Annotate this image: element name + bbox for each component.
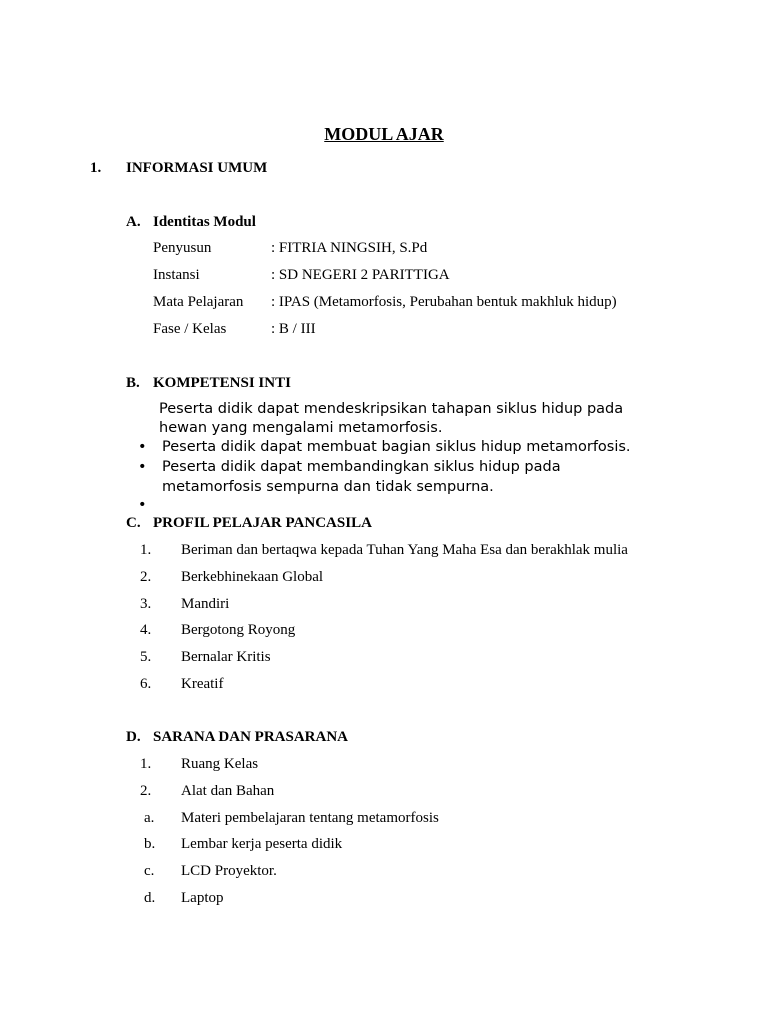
identity-label: Instansi [153, 267, 200, 283]
identity-label: Fase / Kelas [153, 321, 227, 337]
list-item: LCD Proyektor. [181, 863, 277, 879]
bullet-icon: • [138, 439, 147, 455]
list-item: Beriman dan bertaqwa kepada Tuhan Yang Maha Esa dan berakhlak mulia [181, 542, 628, 558]
subsection-letter: C. [126, 515, 141, 531]
section-heading: INFORMASI UMUM [126, 160, 268, 176]
list-letter: a. [144, 810, 155, 826]
subsection-heading: SARANA DAN PRASARANA [153, 729, 349, 745]
list-item: Alat dan Bahan [181, 783, 275, 799]
section-number: 1. [90, 160, 102, 176]
competency-bullet-text: Peserta didik dapat membandingkan siklus hidup pada [162, 459, 561, 475]
identity-label: Penyusun [153, 240, 212, 256]
list-item: Materi pembelajaran tentang metamorfosis [181, 810, 439, 826]
subsection-letter: A. [126, 214, 141, 230]
list-number: 1. [140, 542, 152, 558]
list-number: 2. [140, 569, 152, 585]
list-number: 6. [140, 676, 152, 692]
identity-label: Mata Pelajaran [153, 294, 244, 310]
subsection-heading: Identitas Modul [153, 214, 256, 230]
document-title: MODUL AJAR [324, 124, 444, 144]
list-item: Berkebhinekaan Global [181, 569, 324, 585]
identity-value: : B / III [271, 321, 316, 337]
competency-intro-line: hewan yang mengalami metamorfosis. [159, 420, 443, 436]
list-item: Bergotong Royong [181, 622, 296, 638]
identity-value: : FITRIA NINGSIH, S.Pd [271, 240, 428, 256]
competency-bullet-text: Peserta didik dapat membuat bagian siklus hidup metamorfosis. [162, 439, 631, 455]
list-number: 1. [140, 756, 152, 772]
list-number: 4. [140, 622, 152, 638]
list-number: 3. [140, 596, 152, 612]
bullet-icon: • [138, 497, 147, 513]
subsection-letter: D. [126, 729, 141, 745]
subsection-letter: B. [126, 375, 140, 391]
list-item: Bernalar Kritis [181, 649, 271, 665]
list-letter: c. [144, 863, 155, 879]
list-number: 2. [140, 783, 152, 799]
list-number: 5. [140, 649, 152, 665]
list-item: Laptop [181, 890, 224, 906]
list-item: Mandiri [181, 596, 230, 612]
subsection-heading: KOMPETENSI INTI [153, 375, 291, 391]
list-item: Lembar kerja peserta didik [181, 836, 343, 852]
competency-bullet-text: metamorfosis sempurna dan tidak sempurna. [162, 479, 494, 495]
bullet-icon: • [138, 459, 147, 475]
identity-value: : SD NEGERI 2 PARITTIGA [271, 267, 450, 283]
identity-value: : IPAS (Metamorfosis, Perubahan bentuk makhluk hidup) [271, 294, 617, 310]
list-letter: b. [144, 836, 156, 852]
competency-intro-line: Peserta didik dapat mendeskripsikan tahapan siklus hidup pada [159, 401, 624, 417]
subsection-heading: PROFIL PELAJAR PANCASILA [153, 515, 372, 531]
list-letter: d. [144, 890, 156, 906]
list-item: Kreatif [181, 676, 224, 692]
list-item: Ruang Kelas [181, 756, 259, 772]
